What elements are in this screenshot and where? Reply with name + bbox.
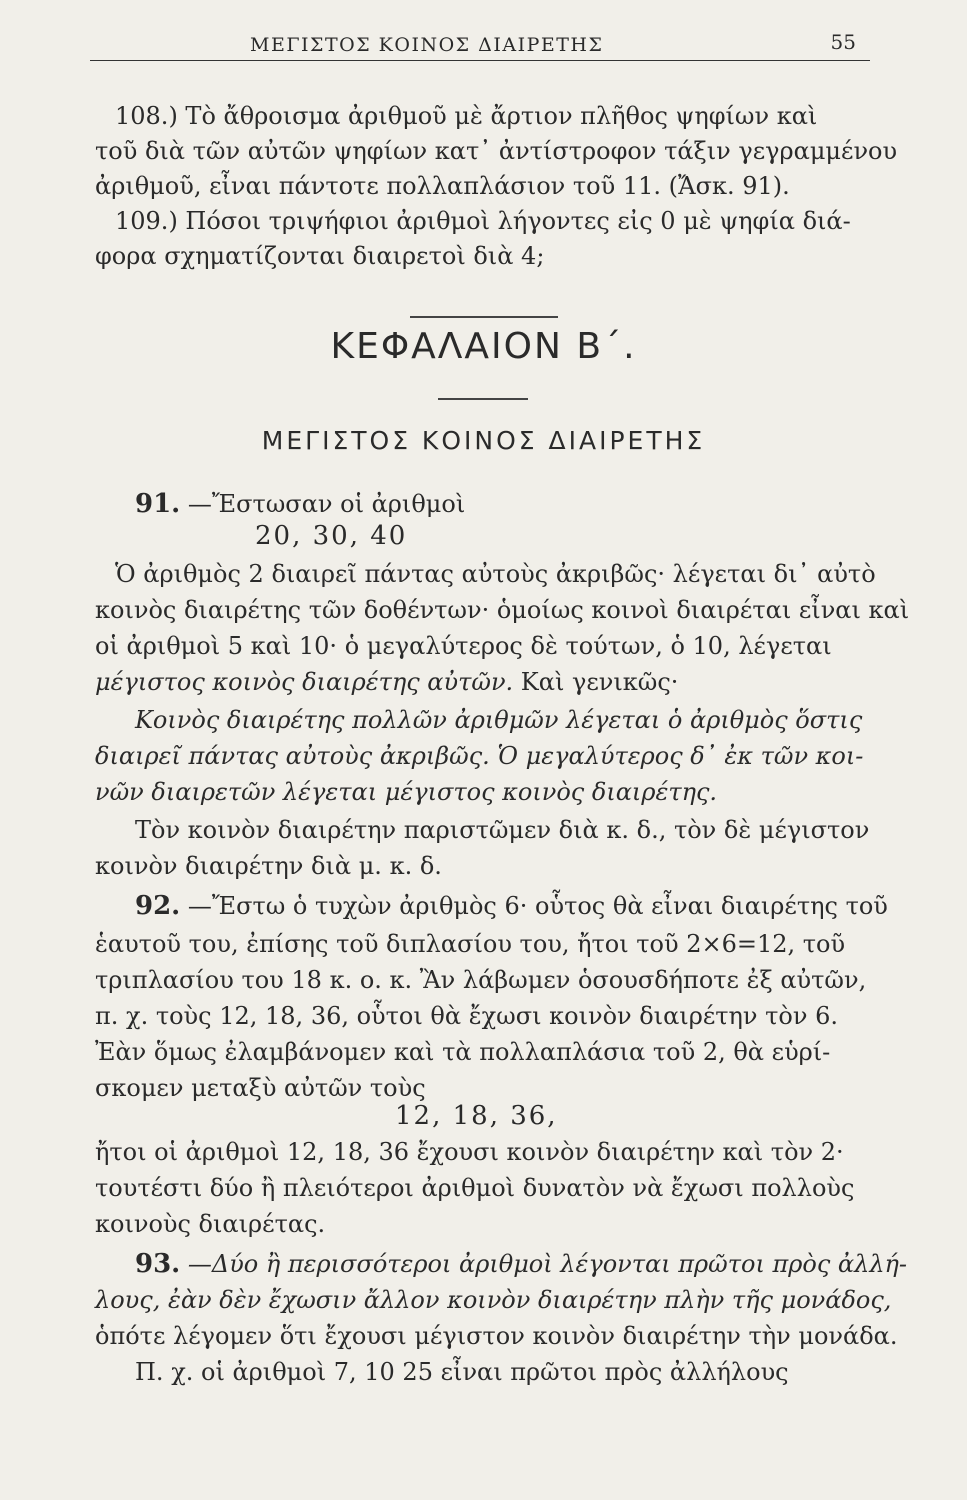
text-line: Τὸν κοινὸν διαιρέτην παριστῶμεν διὰ κ. δ., τὸν δὲ μέγιστον: [135, 816, 870, 844]
number-list: 20, 30, 40: [255, 521, 408, 551]
text-line: [95, 666, 678, 699]
chapter-subtitle: ΜΕΓΙΣΤΟΣ ΚΟΙΝΟΣ ΔΙΑΙΡΕΤΗΣ: [261, 426, 706, 455]
text-line: π. χ. τοὺς 12, 18, 36, οὗτοι θὰ ἔχωσι κοινὸν διαιρέτην τὸν 6.: [95, 1002, 838, 1030]
definition-line: λους, ἐὰν δὲν ἔχωσιν ἄλλον κοινὸν διαιρέτην πλὴν τῆς μονάδος,: [95, 1286, 892, 1314]
body-text: [95, 480, 910, 1460]
text-line: κοινὸς διαιρέτης τῶν δοθέντων· ὁμοίως κοινοὶ διαιρέται εἶναι καὶ: [95, 596, 910, 624]
section-91-first-line: [135, 488, 465, 521]
divider-rule: [410, 316, 558, 318]
text-span: —Ἔστω ὁ τυχὼν ἀριθμὸς 6· οὗτος θὰ εἶναι διαιρέτης τοῦ: [187, 892, 888, 920]
running-header: [90, 26, 870, 61]
text-line: ἀριθμοῦ, εἶναι πάντοτε πολλαπλάσιον τοῦ 11. (Ἄσκ. 91).: [95, 172, 790, 200]
text-line: ὁπότε λέγομεν ὅτι ἔχουσι μέγιστον κοινὸν διαιρέτην τὴν μονάδα.: [95, 1322, 898, 1350]
text-line: Ἐὰν ὅμως ἐλαμβάνομεν καὶ τὰ πολλαπλάσια τοῦ 2, θὰ εὑρί-: [95, 1038, 831, 1066]
exercises-block: [95, 90, 898, 300]
text-line: τοῦ διὰ τῶν αὐτῶν ψηφίων κατ᾽ ἀντίστροφον τάξιν γεγραμμένου: [95, 137, 898, 165]
text-span: Καὶ γενικῶς·: [513, 668, 679, 696]
section-number: 92.: [135, 891, 181, 921]
definition-line: νῶν διαιρετῶν λέγεται μέγιστος κοινὸς διαιρέτης.: [95, 778, 718, 806]
section-number: 93.: [135, 1249, 181, 1279]
text-line: φορα σχηματίζονται διαιρετοὶ διὰ 4;: [95, 242, 545, 270]
italic-definition: —Δύο ἢ περισσότεροι ἀριθμοὶ λέγονται πρῶτοι πρὸς ἀλλή-: [187, 1250, 908, 1278]
text-line: 108.) Τὸ ἄθροισμα ἀριθμοῦ μὲ ἄρτιον πλῆθος ψηφίων καὶ: [115, 102, 818, 130]
text-line: τριπλασίου του 18 κ. ο. κ. Ἂν λάβωμεν ὁσουσδήποτε ἐξ αὐτῶν,: [95, 966, 867, 994]
section-number: 91.: [135, 489, 181, 519]
section-93-first-line: [135, 1248, 907, 1281]
text-line: σκομεν μεταξὺ αὐτῶν τοὺς: [95, 1074, 426, 1102]
text-span: —Ἔστωσαν οἱ ἀριθμοὶ: [187, 490, 466, 518]
running-title: ΜΕΓΙΣΤΟΣ ΚΟΙΝΟΣ ΔΙΑΙΡΕΤΗΣ: [250, 34, 604, 56]
italic-term: μέγιστος κοινὸς διαιρέτης αὐτῶν.: [95, 668, 514, 696]
text-line: Π. χ. οἱ ἀριθμοὶ 7, 10 25 εἶναι πρῶτοι πρὸς ἀλλήλους: [135, 1358, 789, 1386]
section-92-first-line: [135, 890, 888, 923]
text-line: τουτέστι δύο ἢ πλειότεροι ἀριθμοὶ δυνατὸν νὰ ἔχωσι πολλοὺς: [95, 1174, 855, 1202]
number-list: 12, 18, 36,: [395, 1101, 558, 1131]
text-line: κοινὸν διαιρέτην διὰ μ. κ. δ.: [95, 852, 442, 880]
text-line: κοινοὺς διαιρέτας.: [95, 1210, 326, 1238]
text-line: οἱ ἀριθμοὶ 5 καὶ 10· ὁ μεγαλύτερος δὲ τούτων, ὁ 10, λέγεται: [95, 632, 832, 660]
definition-line: διαιρεῖ πάντας αὐτοὺς ἀκριβῶς. Ὁ μεγαλύτερος δ᾽ ἐκ τῶν κοι-: [95, 742, 864, 770]
chapter-title: ΚΕΦΑΛΑΙΟΝ Β΄.: [330, 326, 637, 367]
text-line: ἤτοι οἱ ἀριθμοὶ 12, 18, 36 ἔχουσι κοινὸν διαιρέτην καὶ τὸν 2·: [95, 1138, 844, 1166]
text-line: ἑαυτοῦ του, ἐπίσης τοῦ διπλασίου του, ἤτοι τοῦ 2×6=12, τοῦ: [95, 930, 846, 958]
page-number: 55: [830, 30, 856, 54]
definition-line: Κοινὸς διαιρέτης πολλῶν ἀριθμῶν λέγεται ὁ ἀριθμὸς ὅστις: [135, 706, 863, 734]
text-line: Ὁ ἀριθμὸς 2 διαιρεῖ πάντας αὐτοὺς ἀκριβῶς· λέγεται δι᾽ αὐτὸ: [115, 560, 876, 588]
divider-rule: [438, 398, 528, 400]
text-line: 109.) Πόσοι τριψήφιοι ἀριθμοὶ λήγοντες εἰς 0 μὲ ψηφία διά-: [115, 207, 851, 235]
